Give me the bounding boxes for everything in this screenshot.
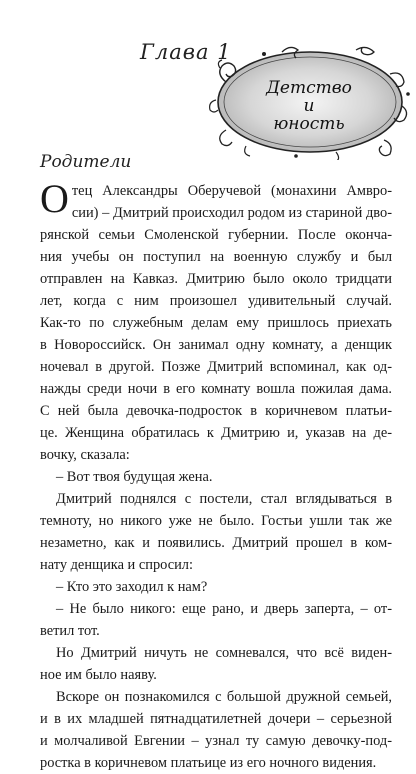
emblem-title-line: юность (273, 114, 345, 134)
text-line: ветил тот. (40, 623, 100, 639)
text-line: нату денщика и спросил: (40, 557, 193, 573)
paragraph (40, 598, 392, 642)
text-line: лет, когда с ним произошел удивительный случай. (40, 293, 392, 309)
paragraph (40, 488, 392, 576)
text-line: сии) – Дмитрий происходил родом из стариной дво- (71, 205, 392, 221)
drop-cap: О (40, 176, 69, 221)
text-line: в Новороссийск. Он занимал одну комнату, а денщик (40, 337, 392, 353)
text-line: Дмитрий поднялся с постели, стал вглядываться в (56, 491, 392, 507)
text-line: це. Женщина обратилась к Дмитрию и, указав на де- (40, 425, 392, 441)
text-line: и в их младшей пятнадцатилетней дочери – серьезной (40, 711, 392, 727)
text-line: С ней была девочка-подросток в коричневом платьи- (40, 403, 392, 419)
text-line: ния учебы он поступил на военную службу и был (40, 249, 392, 265)
section-title: Родители (40, 152, 132, 172)
body-text (40, 176, 392, 774)
text-line: Вскоре он познакомился с большой дружной семьей, (56, 689, 392, 705)
text-line: темноту, но никого уже не было. Гостьи ушли так же (40, 513, 392, 529)
text-line: – Кто это заходил к нам? (56, 579, 208, 595)
text-line: и молчаливой Евгении – узнал ту самую девочку-под- (40, 733, 392, 749)
text-line: рянской семьи Смоленской губернии. После оконча- (40, 227, 392, 243)
paragraph (40, 686, 392, 774)
text-line: Как-то по служебным делам ему пришлось приехать (40, 315, 392, 331)
paragraph (40, 176, 392, 466)
paragraph (40, 466, 392, 488)
text-line: тец Александры Оберучевой (монахини Амвро- (71, 183, 392, 199)
text-line: – Не было никого: еще рано, и дверь заперта, – от- (56, 601, 392, 617)
text-line: нажды среди ночи в его комнату вошла пожилая дама. (40, 381, 392, 397)
text-line: незаметно, как и появились. Дмитрий прошел в ком- (40, 535, 392, 551)
emblem-title-line: и (303, 96, 315, 116)
text-line: ростка в коричневом платьице из его ночного видения. (40, 755, 377, 771)
chapter-label: Глава 1 (140, 40, 232, 64)
text-line: Но Дмитрий ничуть не сомневался, что всё виден- (56, 645, 392, 661)
text-line: отправлен на Кавказ. Дмитрию было около тридцати (40, 271, 392, 287)
text-line: ночевал в другой. Позже Дмитрий вспоминал, как од- (40, 359, 392, 375)
chapter-emblem (206, 38, 412, 160)
text-line: – Вот твоя будущая жена. (56, 469, 213, 485)
text-line: ное им было наяву. (40, 667, 157, 683)
paragraph (40, 642, 392, 686)
emblem-title-line: Детство (266, 78, 352, 98)
text-line: вочку, сказала: (40, 447, 130, 463)
paragraph (40, 576, 392, 598)
